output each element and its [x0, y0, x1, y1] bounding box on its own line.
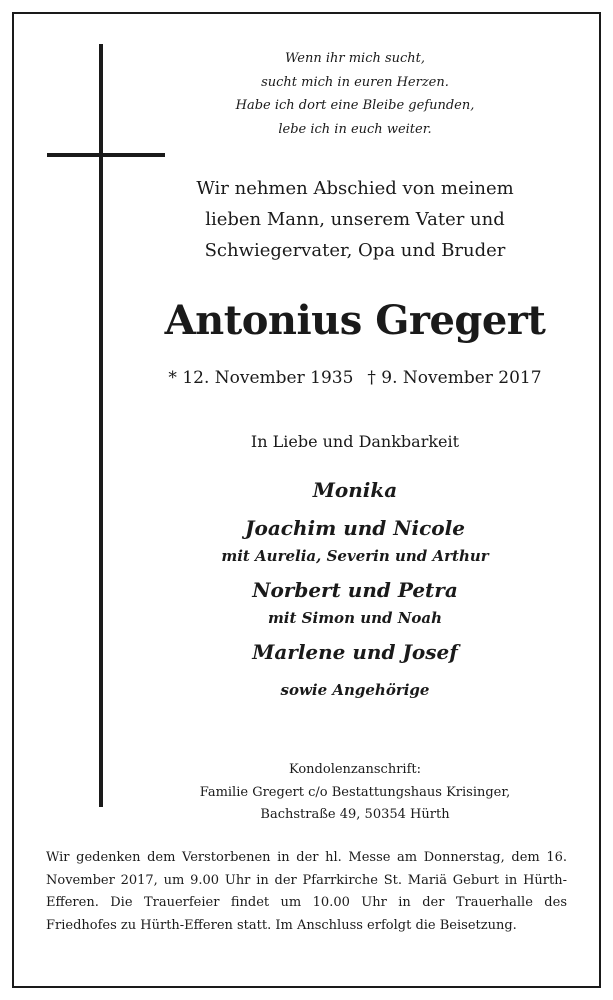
thanks-line: In Liebe und Dankbarkeit: [250, 432, 460, 451]
mourner-spouse: Monika: [312, 478, 398, 502]
mourner-family: Norbert und Petra: [252, 578, 458, 602]
mourner-children: mit Simon und Noah: [267, 609, 443, 627]
poem: [205, 47, 505, 141]
cross-icon: [99, 44, 103, 807]
intro-line: lieben Mann, unserem Vater und: [205, 209, 505, 230]
life-dates: [150, 366, 560, 390]
intro-line: Wir nehmen Abschied von meinem: [196, 178, 514, 199]
poem-line: Wenn ihr mich sucht,: [284, 51, 426, 66]
poem-line: lebe ich in euch weiter.: [278, 121, 432, 137]
condolence-label: Kondolenzanschrift:: [288, 762, 422, 777]
condolence-address: [160, 759, 550, 827]
death-date: † 9. November 2017: [367, 368, 542, 388]
memorial-service-notice: Wir gedenken dem Verstorbenen in der hl. Messe am Donnerstag, dem 16. November 2017, um 9.00 Uhr in der Pfarrkirche St. Mariä Geburt in Hürth-Efferen. Die Trauerfeier findet um 10.00 Uhr in der Trauerhalle des Friedhofes zu Hürth-Efferen statt. Im Anschluss erfolgt die Beisetzung.: [46, 850, 567, 933]
mourners-list: [160, 474, 550, 702]
mourner-family: Marlene und Josef: [252, 640, 458, 664]
deceased-name: Antonius Gregert: [164, 297, 546, 344]
poem-line: Habe ich dort eine Bleibe gefunden,: [235, 98, 475, 113]
birth-date: * 12. November 1935: [168, 368, 354, 388]
mourner-family: Joachim und Nicole: [245, 516, 465, 540]
mourner-children: mit Aurelia, Severin und Arthur: [221, 547, 489, 565]
farewell-intro: [160, 173, 550, 266]
mourner-relatives: sowie Angehörige: [280, 681, 430, 699]
condolence-line: Familie Gregert c/o Bestattungshaus Krisinger,: [199, 784, 511, 800]
poem-line: sucht mich in euren Herzen.: [261, 74, 449, 90]
cross-icon-crossbar: [47, 153, 165, 157]
condolence-line: Bachstraße 49, 50354 Hürth: [260, 807, 450, 822]
intro-line: Schwiegervater, Opa und Bruder: [204, 240, 506, 261]
